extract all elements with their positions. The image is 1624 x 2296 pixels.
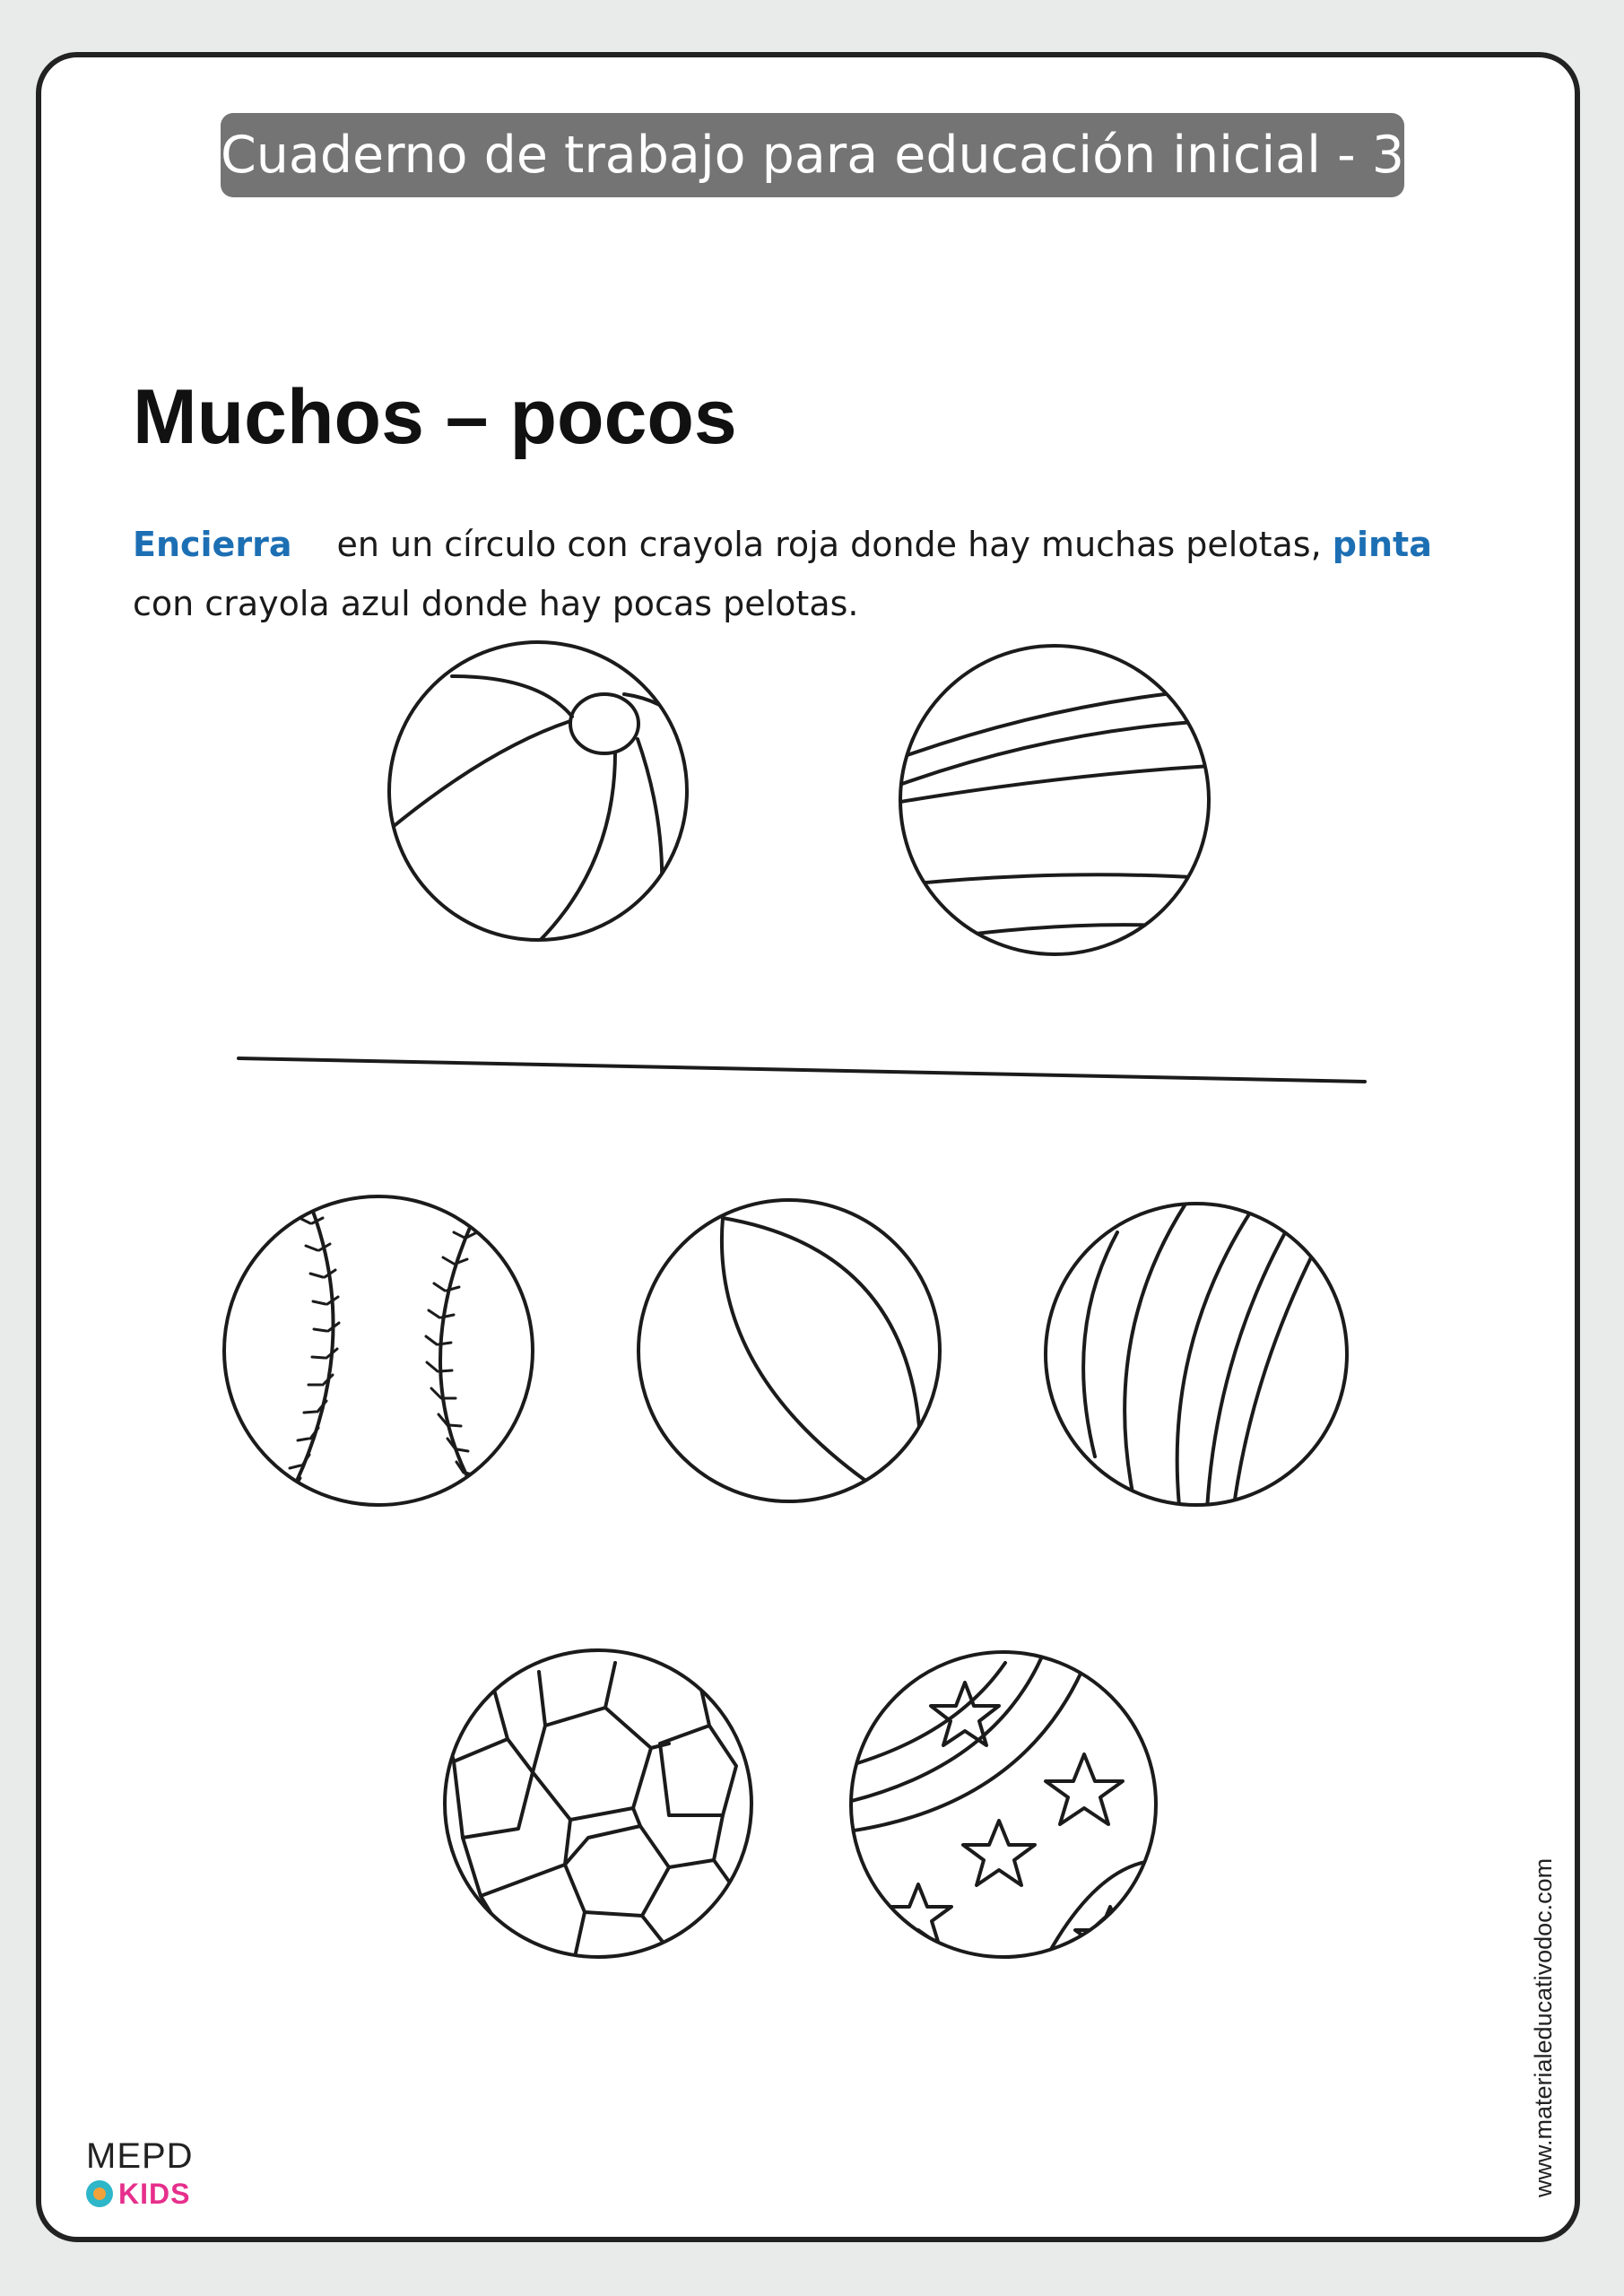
instruction-part-2: con crayola azul donde hay pocas pelotas. [133,584,859,623]
beach-ball-icon [389,642,696,954]
keyword-encierra: Encierra [133,525,292,564]
logo-dot-icon [86,2180,113,2207]
soccer-ball-icon [445,1650,751,1957]
page-title: Muchos – pocos [133,374,737,460]
divider-line [239,1058,1365,1082]
header-banner: Cuaderno de trabajo para educación inicial - 3 años [221,113,1404,197]
striped-ball-icon [900,646,1211,954]
logo-kids: KIDS [118,2177,191,2210]
website-url: www.materialeducativodoc.com [1530,1857,1557,2197]
star-ball-icon [848,1652,1162,1968]
keyword-pinta: pinta [1332,525,1432,564]
diagonal-stripe-ball-icon [1046,1204,1347,1515]
balls-illustration [41,57,1575,2237]
baseball-icon [224,1196,533,1505]
curve-ball-icon [638,1200,940,1501]
instruction-part-1: en un círculo con crayola roja donde hay muchas pelotas, [336,525,1322,564]
mepd-kids-logo [86,2136,194,2212]
worksheet-page [36,52,1580,2242]
logo-mepd: MEPD [86,2136,194,2176]
